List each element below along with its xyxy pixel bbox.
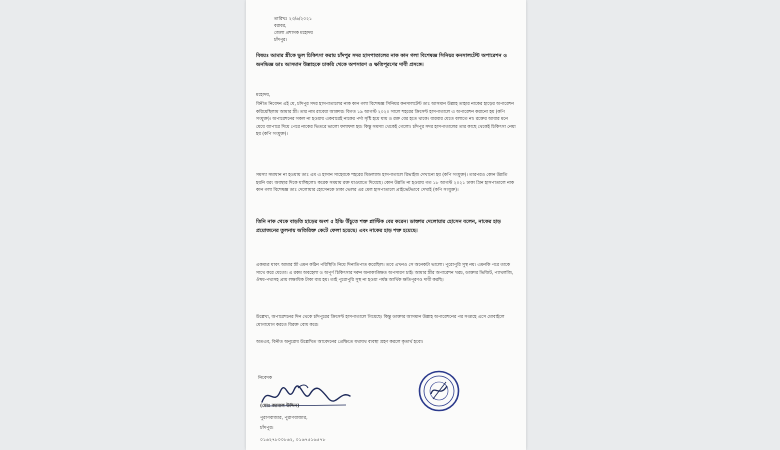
- letter-closing: নিবেদক: [258, 376, 273, 381]
- letter-salutation: মহোদয়,: [256, 93, 271, 98]
- letter-to-line: বরাবর,: [274, 24, 287, 29]
- letter-recipient: জেলা প্রশাসক মহোদয়: [274, 31, 313, 36]
- signer-address-1: পুরাণবাজার, পুরাণবাজার,: [260, 416, 308, 421]
- signer-address-2: চাঁদপুর।: [260, 426, 274, 431]
- signer-phones: ০১৬২৭৮০০৮৬২, ০১৬৭৫১৬৫৭৮: [260, 438, 326, 443]
- letter-paragraph-3: একমাত্র যাবৎ আমার স্ত্রী এমন কঠিন পরিস্থিতি নিয়ে দিনাতিপাত করেছিল। তবে এখনও সে অনেকটা ভালো। পুরোপুরি সুস্থ নয়। এমনকি পরে তাকে সাথে করে যেতো। এ রকম অবহেলা ও অপূর্ণ চিকিৎসার দরুন অনাকাঙ্ক্ষিত অপসারণ চাই। আমার স্ত্রীর অপারেশন খরচ, ডাক্তার ভিজিট, প্যাথলজি, ঔষধ-পথ্যসহ প্রায় লক্ষাধিক টাকা ব্যয় হয়। তাই পুরোপুরি সুস্থ না হওয়া পর্যন্ত আর্থিক ক্ষতিপূরণও দাবী করছি।: [256, 263, 514, 284]
- letter-date: তারিখঃ ২৩/৬/২০২১: [274, 17, 312, 22]
- letter-paragraph-5: অতএব, বিনীত অনুরোধ উল্লেখিত আবেদনের প্রেক্ষিতে যথাযথ ব্যবস্থা গ্রহণ করলে কৃতার্থ হবো।: [256, 340, 424, 345]
- letter-place: চাঁদপুর।: [274, 38, 287, 43]
- letter-emphasis: তিনি নাক থেকে বাড়তি হাড়ের অংশ ৫ ইঞ্চি উঁচুতে শক্ত প্লাস্টিক বের করেন। ডাক্তার দেলোয়ার হোসেন বলেন, নাকের হাড় প্রয়োজনের তুলনায় অতিরিক্ত কেটে ফেলা হয়েছে। এবং নাকের হাড় শক্ত হয়েছে।: [256, 219, 501, 234]
- signer-name: (মোঃ জামাল উদ্দিন): [260, 404, 300, 409]
- letter-paragraph-1: বিনীত নিবেদন এই যে, চাঁদপুর সদর হাসপাতালের নাক কান গলা বিশেষজ্ঞ সিনিয়র কনসালটেন্ট ডাঃ আসমান উল্লাহ তাহার নাকের হাড়ের অপারেশন করিয়েছিলাম আমার স্ত্রী। তার নাম রাবেয়া আক্তার। বিগত ১৯ আগস্ট ২০২০ সালে শহরের ক্রিসেন্ট হাসপাতালে এ অপারেশন করানো হয় (কপি সংযুক্ত)। অপারেশনের সকল না হওয়ায় একবারেই নাকের পর্দা সৃষ্টি হয়ে যায় ও রক্ত বের হতে থাকে। বারবার যেতে বলাতে না। রক্তের আবার মনে যেয়ে ব্যাপারে দিয়ে পেরে নাকের ভিতরে ভালো ফলাফল হয়। কিন্তু সমস্যা থেকেই গেলো। চাঁদপুর সদর হাসপাতালের তার কাছে থেকেই চিকিৎসা নেয়া হয় (কপি সংযুক্ত)।: [256, 102, 516, 138]
- letter-subject: বিষয়ঃ আমার স্ত্রীকে ভুল চিকিৎসা করায় চাঁদপুর সদর হাসপাতালের নাক কান গলা বিশেষজ্ঞ সিনিয়র কনসালটেন্ট অপারেশন ও অনভিজ্ঞ ডাঃ আসমান উল্লাহকে চাকরি থেকে অপসারণ ও ক্ষতিপূরণের দাবী প্রসঙ্গে।: [256, 53, 507, 68]
- letter-paragraph-2: সমস্যা সমাধান না হওয়ায় ডাঃ এম এ হাসান সাহেবকে শহরের মিডল্যান্ড হাসপাতালে রিভাইজ দেখানো হয় (কপি সংযুক্ত)। তারপরও কোন উন্নতি হয়নি বরং অবস্থার দিকে যাচ্ছিলো। করেক সময়ায় রক্ত যাওয়াতে দিয়েছে। কোন উন্নতি না হওয়ায় গত ১৮ আগস্ট ২০২১ ঢাকা গ্রিন হাসপাতালে নাক কান গলা বিশেষজ্ঞ ডাঃ দেলোয়ার হোসেনকে ঢাকা ভেলর এর মেল হাসপাতালে প্রাইভেটভাবে দেখাই (কপি সংযুক্ত)।: [256, 173, 515, 194]
- official-seal-stamp: [418, 370, 460, 412]
- letter-paragraph-4: উল্লেখ্য, অপারেশনের দিন থেকে চাঁদপুরের ক্রিসেন্ট হাসপাতালে গিয়েছে। কিন্তু ডাক্তার আসমান উল্লাহ অপারেশনের পর সপ্তাহে এসে মোবাইলে যোগাযোগ করতে বিরক্ত বোধ করে।: [256, 315, 505, 328]
- letter-page: [246, 0, 526, 450]
- left-background: [0, 0, 246, 450]
- right-background: [526, 0, 780, 450]
